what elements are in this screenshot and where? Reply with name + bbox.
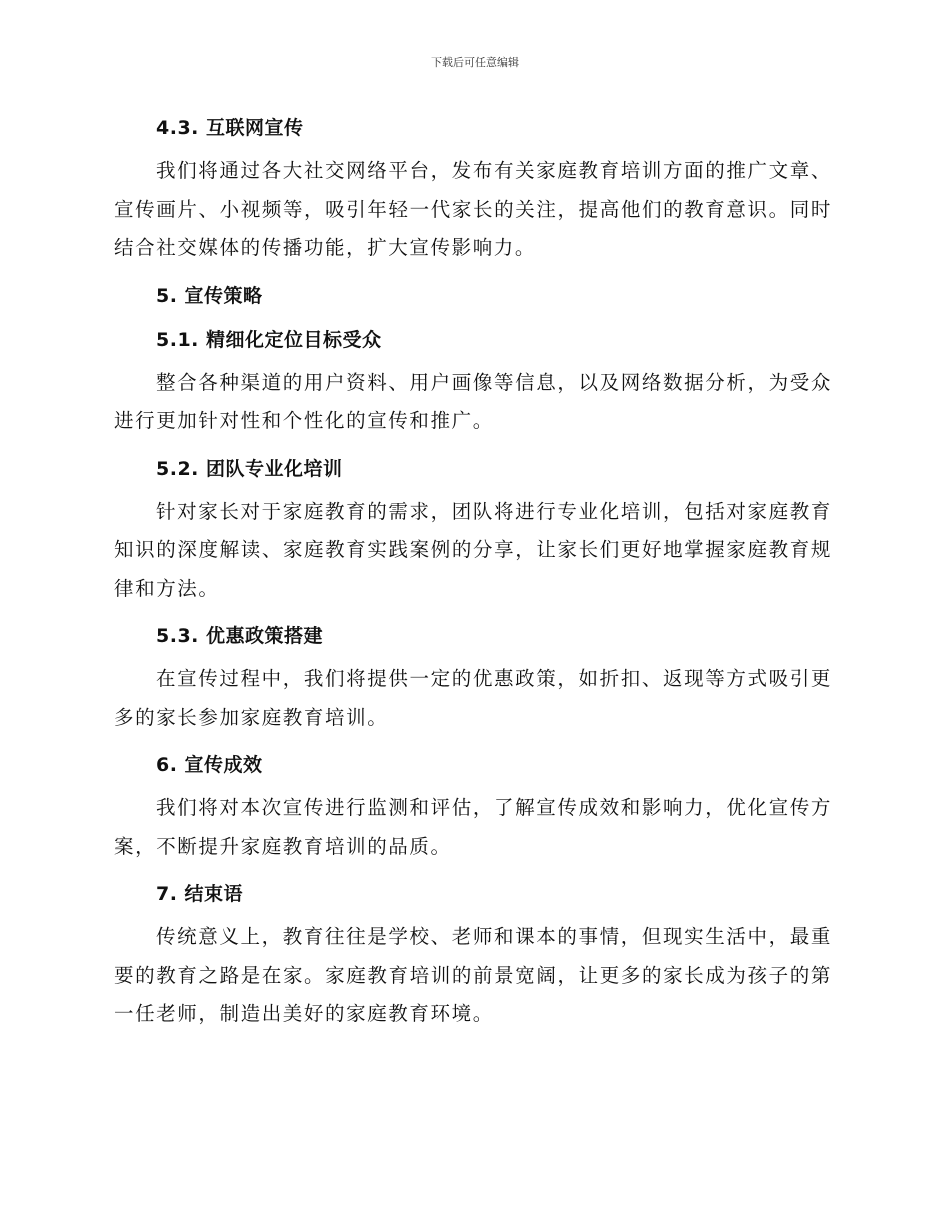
section-heading-5-3: 5.3. 优惠政策搭建 xyxy=(156,625,323,647)
page-header: 下载后可任意编辑 xyxy=(431,56,519,69)
section-paragraph-5-2: 针对家长对于家庭教育的需求，团队将进行专业化培训，包括对家庭教育知识的深度解读、家庭教育实践案例的分享，让家长们更好地掌握家庭教育规律和方法。 xyxy=(114,499,832,600)
section-heading-5-2: 5.2. 团队专业化培训 xyxy=(156,457,343,480)
section-paragraph-6: 我们将对本次宣传进行监测和评估，了解宣传成效和影响力，优化宣传方案，不断提升家庭教育培训的品质。 xyxy=(114,796,832,858)
section-paragraph-7: 传统意义上，教育往往是学校、老师和课本的事情，但现实生活中，最重要的教育之路是在家。家庭教育培训的前景宽阔，让更多的家长成为孩子的第一任老师，制造出美好的家庭教育环境。 xyxy=(114,925,832,1025)
section-paragraph-5-3: 在宣传过程中，我们将提供一定的优惠政策，如折扣、返现等方式吸引更多的家长参加家庭教育培训。 xyxy=(114,667,832,729)
section-paragraph-5-1: 整合各种渠道的用户资料、用户画像等信息，以及网络数据分析，为受众进行更加针对性和个性化的宣传和推广。 xyxy=(114,370,832,432)
section-heading-4-3: 4.3. 互联网宣传 xyxy=(156,117,304,139)
section-heading-7: 7. 结束语 xyxy=(156,883,244,905)
section-heading-5-1: 5.1. 精细化定位目标受众 xyxy=(156,328,382,351)
document-body xyxy=(114,112,832,1034)
section-heading-5: 5. 宣传策略 xyxy=(156,284,263,307)
section-paragraph-4-3: 我们将通过各大社交网络平台，发布有关家庭教育培训方面的推广文章、宣传画片、小视频等，吸引年轻一代家长的关注，提高他们的教育意识。同时结合社交媒体的传播功能，扩大宣传影响力。 xyxy=(114,159,832,259)
section-heading-6: 6. 宣传成效 xyxy=(156,754,263,776)
